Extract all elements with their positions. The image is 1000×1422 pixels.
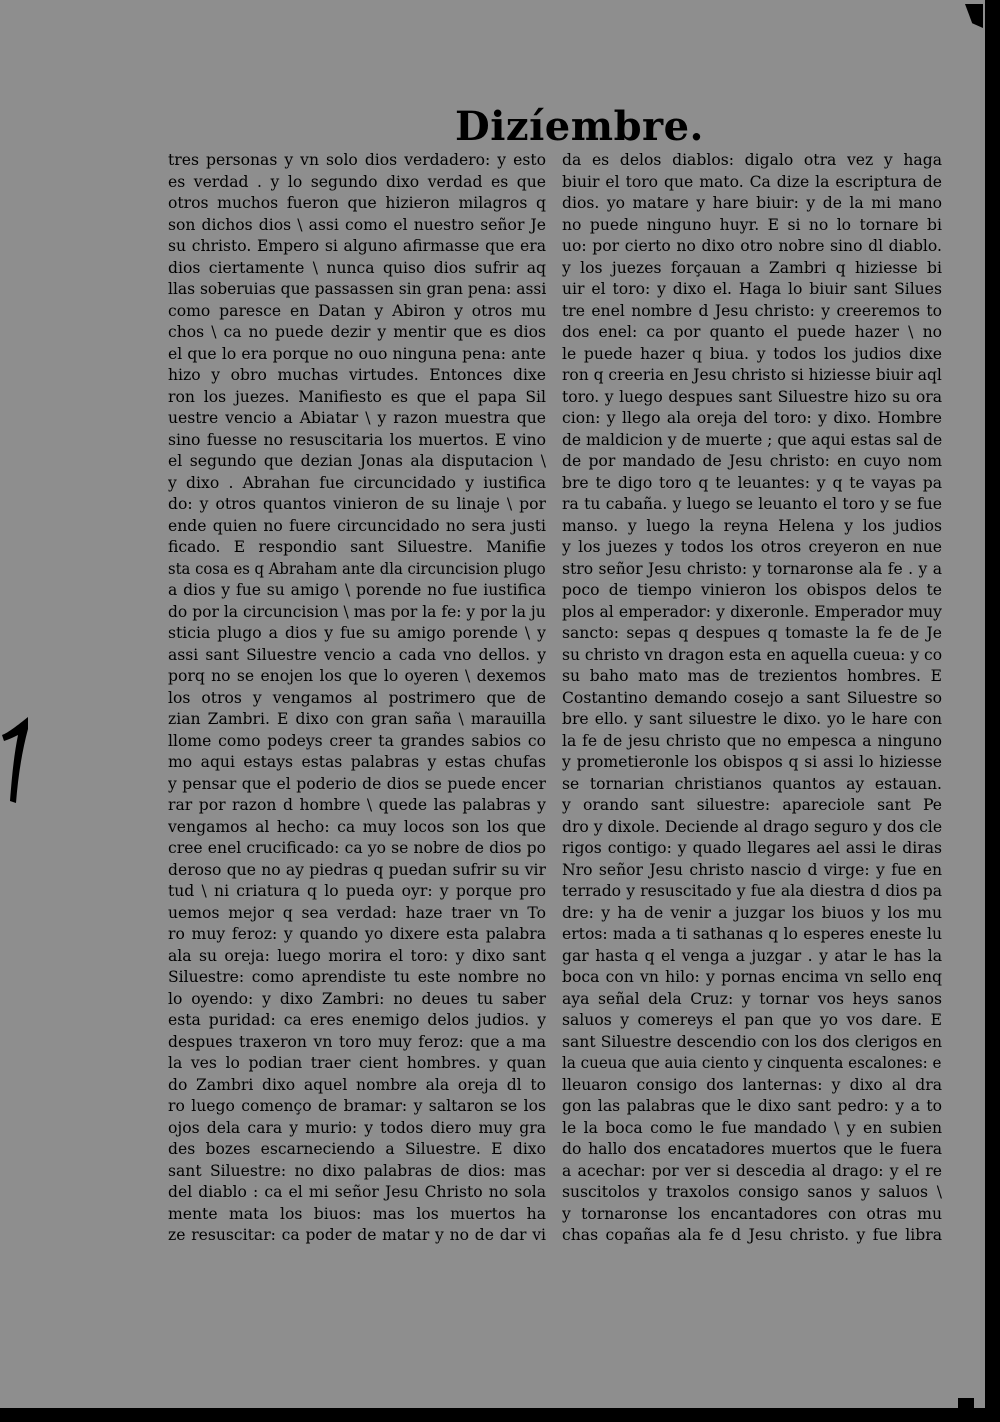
text-line: dro y dixole. Deciende al drago seguro y dos cle [562,817,942,836]
right-text-column [562,150,942,1247]
text-line: y dixo . Abrahan fue circuncidado y iustifica [168,473,546,492]
text-line: ficado. E respondio sant Siluestre. Manifie [168,538,546,556]
text-line: biuir el toro que mato. Ca dize la escriptura de [562,172,942,191]
text-line: zian Zambri. E dixo con gran saña \ marauilla [168,710,546,728]
text-line: ro muy feroz: y quando yo dixere esta palabra [168,925,546,943]
text-line: y los juezes y todos los otros creyeron en nue [562,538,942,556]
text-line: Nro señor Jesu christo nascio d virge: y fue en [562,860,942,879]
text-line: dios. yo matare y hare biuir: y de la mi mano [562,194,942,212]
text-line: mo aqui estays estas palabras y estas chufas [168,753,546,771]
text-line: como paresce en Datan y Abiron y otros mu [168,301,546,320]
text-line: gar hasta q el venga a juzgar . y atar le has la [562,946,942,965]
text-line: da es delos diablos: digalo otra vez y haga [562,151,942,169]
text-line: su baho mato mas de trezientos hombres. E [562,667,942,685]
text-line: lo oyendo: y dixo Zambri: no deues tu saber [168,989,546,1008]
text-line: no puede ninguno huyr. E si no lo tornare bi [562,215,942,234]
text-line: terrado y resuscitado y fue ala diestra d dios pa [562,882,942,900]
text-line: de por mandado de Jesu christo: en cuyo nom [562,452,942,470]
text-line: sta cosa es q Abraham ante dla circuncision plugo [168,559,546,578]
text-line: ende quien no fuere circuncidado no sera justi [168,516,546,535]
text-line: rar por razon d hombre \ quede las palabras y [168,796,546,814]
text-line: tud \ ni criatura q lo pueda oyr: y porque pro [168,882,546,900]
text-line: despues traxeron vn toro muy feroz: que a ma [168,1032,546,1051]
text-line: y tornaronse los encantadores con otras mu [562,1204,942,1223]
text-line: la ves lo podian traer cient hombres. y quan [168,1054,546,1072]
text-line: tre enel nombre d Jesu christo: y creeremos to [562,301,942,320]
text-line: llome como podeys creer ta grandes sabios co [168,731,546,750]
text-line: chas copañas ala fe d Jesu christo. y fue libra [562,1226,942,1244]
text-line: chos \ ca no puede dezir y mentir que es dios [168,323,546,341]
text-line: aya señal dela Cruz: y tornar vos heys sanos [562,989,942,1008]
text-line: tres personas y vn solo dios verdadero: y esto [168,151,546,169]
text-line: ze resuscitar: ca poder de matar y no de dar vi [168,1226,546,1244]
text-line: el segundo que dezian Jonas ala disputacion \ [168,452,546,470]
text-line: mente mata los biuos: mas los muertos ha [168,1204,546,1223]
text-line: deroso que no ay piedras q puedan sufrir su vir [168,860,546,879]
scan-border-bottom [0,1408,1000,1422]
text-line: ala su oreja: luego morira el toro: y dixo sant [168,946,546,965]
text-line: son dichos dios \ assi como el nuestro señor Je [168,215,546,234]
text-line: assi sant Siluestre vencio a cada vno dellos. y [168,645,546,664]
text-line: del diablo : ca el mi señor Jesu Christo no sola [168,1183,546,1201]
text-line: a acechar: por ver si descedia al drago: y el re [562,1161,942,1180]
text-line: vengamos al hecho: ca muy locos son los que [168,817,546,836]
text-line: el que lo era porque no ouo ninguna pena: ante [168,344,546,363]
text-line: suscitolos y traxolos consigo sanos y saluos \ [562,1183,942,1201]
text-line: do: y otros quantos vinieron de su linaje \ por [168,495,546,513]
page-heading: Dizíembre. [455,103,704,150]
text-line: esta puridad: ca eres enemigo delos judios. y [168,1011,546,1029]
text-line: y los juezes forçauan a Zambri q hiziesse bi [562,258,942,277]
margin-ink-mark [0,715,30,805]
text-line: dre: y ha de venir a juzgar los biuos y los mu [562,903,942,922]
text-line: llas soberuias que passassen sin gran pena: assi [168,280,546,298]
text-line: bre te digo toro q te leuantes: y q te vayas pa [562,473,942,492]
text-line: lleuaron consigo dos lanternas: y dixo al dra [562,1075,942,1094]
text-line: dios ciertamente \ nunca quiso dios sufrir aq [168,258,546,277]
left-text-column [168,150,546,1247]
text-line: sant Siluestre: no dixo palabras de dios: mas [168,1161,546,1180]
text-line: ron los juezes. Manifiesto es que el papa Sil [168,387,546,406]
text-line: sino fuesse no resuscitaria los muertos. E vino [168,430,546,449]
text-line: la cueua que auia ciento y cinquenta escalones: e [562,1054,942,1072]
text-line: plos al emperador: y dixeronle. Emperador muy [562,602,942,621]
bottom-ink-speck [958,1398,974,1408]
text-line: otros muchos fueron que hizieron milagros q [168,194,546,212]
text-line: bre ello. y sant siluestre le dixo. yo le hare con [562,710,942,728]
text-line: los otros y vengamos al postrimero que de [168,688,546,707]
text-line: ojos dela cara y murio: y todos diero muy gra [168,1118,546,1137]
text-line: sant Siluestre descendio con los dos clerigos en [562,1032,942,1051]
text-line: dos enel: ca por quanto el puede hazer \ no [562,323,942,341]
text-line: stro señor Jesu christo: y tornaronse ala fe . y a [562,559,942,578]
text-line: sancto: sepas q despues q tomaste la fe de Je [562,624,942,642]
text-line: do por la circuncision \ mas por la fe: y por la ju [168,602,546,621]
text-line: manso. y luego la reyna Helena y los judios [562,516,942,535]
text-line: ron q creeria en Jesu christo si hiziesse biuir aql [562,366,942,384]
text-line: des bozes escarneciendo a Siluestre. E dixo [168,1140,546,1158]
scan-border-right [985,0,1000,1422]
text-line: ertos: mada a ti sathanas q lo esperes eneste lu [562,925,942,943]
text-line: ro luego començo de bramar: y saltaron se los [168,1097,546,1115]
text-line: ra tu cabaña. y luego se leuanto el toro y se fue [562,495,942,513]
text-line: le puede hazer q biua. y todos los judios dixe [562,344,942,363]
text-line: saluos y comereys el pan que yo vos dare. E [562,1011,942,1029]
text-line: Costantino demando cosejo a sant Siluestre so [562,688,942,707]
text-line: y pensar que el poderio de dios se puede encer [168,774,546,793]
text-line: se tornarian christianos quantos ay estauan. [562,774,942,793]
text-line: le la boca como le fue mandado \ y en subien [562,1118,942,1137]
text-line: y orando sant siluestre: apareciole sant Pe [562,796,942,814]
text-line: es verdad . y lo segundo dixo verdad es que [168,172,546,191]
text-line: uir el toro: y dixo el. Haga lo biuir sant Silues [562,280,942,298]
text-line: Siluestre: como aprendiste tu este nombre no [168,968,546,986]
text-line: rigos contigo: y quado llegares ael assi le diras [562,839,942,857]
text-line: do hallo dos encatadores muertos que le fuera [562,1140,942,1158]
text-line: hizo y obro muchas virtudes. Entonces dixe [168,366,546,384]
text-line: gon las palabras que le dixo sant pedro: y a to [562,1097,942,1115]
text-line: poco de tiempo vinieron los obispos delos te [562,581,942,599]
text-line: su christo vn dragon esta en aquella cueua: y co [562,645,943,664]
text-line: a dios y fue su amigo \ porende no fue iustifica [168,581,546,599]
text-line: y prometieronle los obispos q si assi lo hiziesse [562,753,942,771]
text-line: sticia plugo a dios y fue su amigo porende \ y [168,624,546,642]
text-line: boca con vn hilo: y pornas encima vn sello enq [562,968,942,986]
text-line: uo: por cierto no dixo otro nobre sino dl diablo. [562,237,942,255]
text-line: uestre vencio a Abiatar \ y razon muestra que [168,409,546,427]
text-line: la fe de jesu christo que no empesca a ninguno [562,731,942,750]
text-line: cion: y llego ala oreja del toro: y dixo. Hombre [562,409,942,427]
text-line: cree enel crucificado: ca yo se nobre de dios po [168,839,546,857]
text-line: de maldicion y de muerte ; que aqui estas sal de [562,430,943,449]
text-line: uemos mejor q sea verdad: haze traer vn To [168,903,546,922]
text-line: su christo. Empero si alguno afirmasse que era [168,237,546,255]
text-line: toro. y luego despues sant Siluestre hizo su ora [562,387,942,406]
text-line: do Zambri dixo aquel nombre ala oreja dl to [168,1075,546,1094]
text-line: porq no se enojen los que lo oyeren \ dexemos [168,667,546,685]
